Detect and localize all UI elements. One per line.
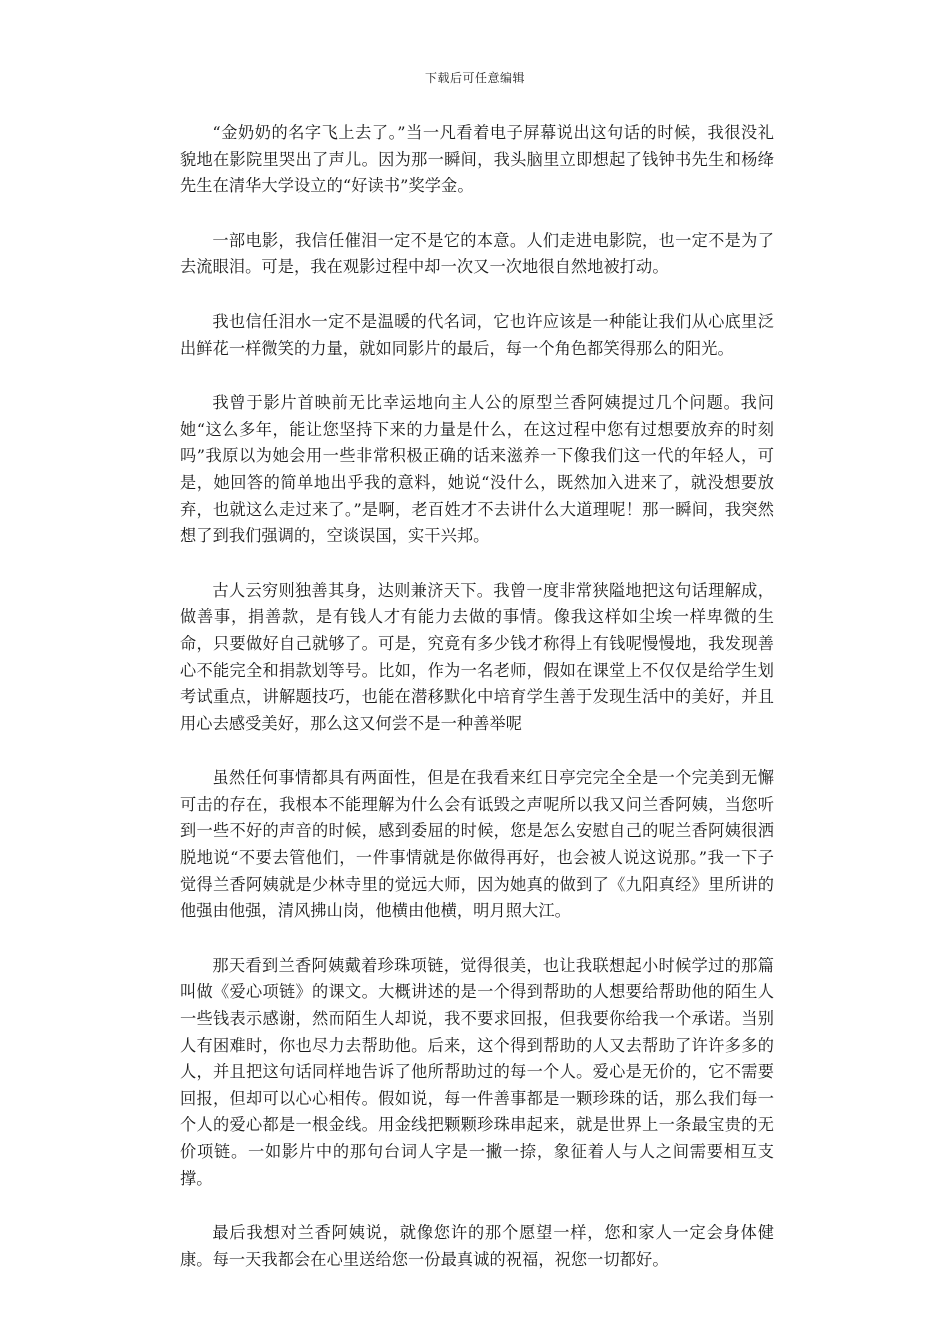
paragraph-5: 古人云穷则独善其身，达则兼济天下。我曾一度非常狭隘地把这句话理解成，做善事，捐善款，是有钱人才有能力去做的事情。像我这样如尘埃一样卑微的生命，只要做好自己就够了。可是，究竟有多少钱才称得上有钱呢慢慢地，我发现善心不能完全和捐款划等号。比如，作为一名老师，假如在课堂上不仅仅是给学生划考试重点，讲解题技巧，也能在潜移默化中培育学生善于发现生活中的美好，并且用心去感受美好，那么这又何尝不是一种善举呢 — [180, 580, 774, 733]
paragraph-8: 最后我想对兰香阿姨说，就像您许的那个愿望一样，您和家人一定会身体健康。每一天我都会在心里送给您一份最真诚的祝福，祝您一切都好。 — [180, 1223, 774, 1269]
paragraph-1: “金奶奶的名字飞上去了。”当一凡看着电子屏幕说出这句话的时候，我很没礼貌地在影院里哭出了声儿。因为那一瞬间，我头脑里立即想起了钱钟书先生和杨绛先生在清华大学设立的“好读书”奖学金。 — [180, 123, 774, 196]
paragraph-3: 我也信任泪水一定不是温暖的代名词，它也许应该是一种能让我们从心底里泛出鲜花一样微笑的力量，就如同影片的最后，每一个角色都笑得那么的阳光。 — [180, 311, 774, 358]
paragraph-4: 我曾于影片首映前无比幸运地向主人公的原型兰香阿姨提过几个问题。我问她“这么多年，能让您坚持下来的力量是什么，在这过程中您有过想要放弃的时刻吗”我原以为她会用一些非常积极正确的话来滋养一下像我们这一代的年轻人，可是，她回答的简单地出乎我的意料，她说“没什么，既然加入进来了，就没想要放弃，也就这么走过来了。”是啊，老百姓才不去讲什么大道理呢！那一瞬间，我突然想了到我们强调的，空谈误国，实干兴邦。 — [180, 393, 774, 546]
header-note: 下载后可任意编辑 — [424, 71, 525, 85]
paragraph-2: 一部电影，我信任催泪一定不是它的本意。人们走进电影院，也一定不是为了去流眼泪。可是，我在观影过程中却一次又一次地很自然地被打动。 — [180, 230, 774, 277]
paragraph-6: 虽然任何事情都具有两面性，但是在我看来红日亭完完全全是一个完美到无懈可击的存在，我根本不能理解为什么会有诋毁之声呢所以我又问兰香阿姨，当您听到一些不好的声音的时候，感到委屈的时候，您是怎么安慰自己的呢兰香阿姨很洒脱地说“不要去管他们，一件事情就是你做得再好，也会被人说这说那。”我一下子觉得兰香阿姨就是少林寺里的觉远大师，因为她真的做到了《九阳真经》里所讲的他强由他强，清风拂山岗，他横由他横，明月照大江。 — [180, 768, 774, 921]
paragraph-7: 那天看到兰香阿姨戴着珍珠项链，觉得很美，也让我联想起小时候学过的那篇叫做《爱心项链》的课文。大概讲述的是一个得到帮助的人想要给帮助他的陌生人一些钱表示感谢，然而陌生人却说，我不要求回报，但我要你给我一个承诺。当别人有困难时，你也尽力去帮助他。后来，这个得到帮助的人又去帮助了许许多多的人，并且把这句话同样地告诉了他所帮助过的每一个人。爱心是无价的，它不需要回报，但却可以心心相传。假如说，每一件善事都是一颗珍珠的话，那么我们每一个人的爱心都是一根金线。用金线把颗颗珍珠串起来，就是世界上一条最宝贵的无价项链。一如影片中的那句台词人字是一撇一捺，象征着人与人之间需要相互支撑。 — [180, 955, 774, 1188]
article-body — [180, 120, 774, 1301]
